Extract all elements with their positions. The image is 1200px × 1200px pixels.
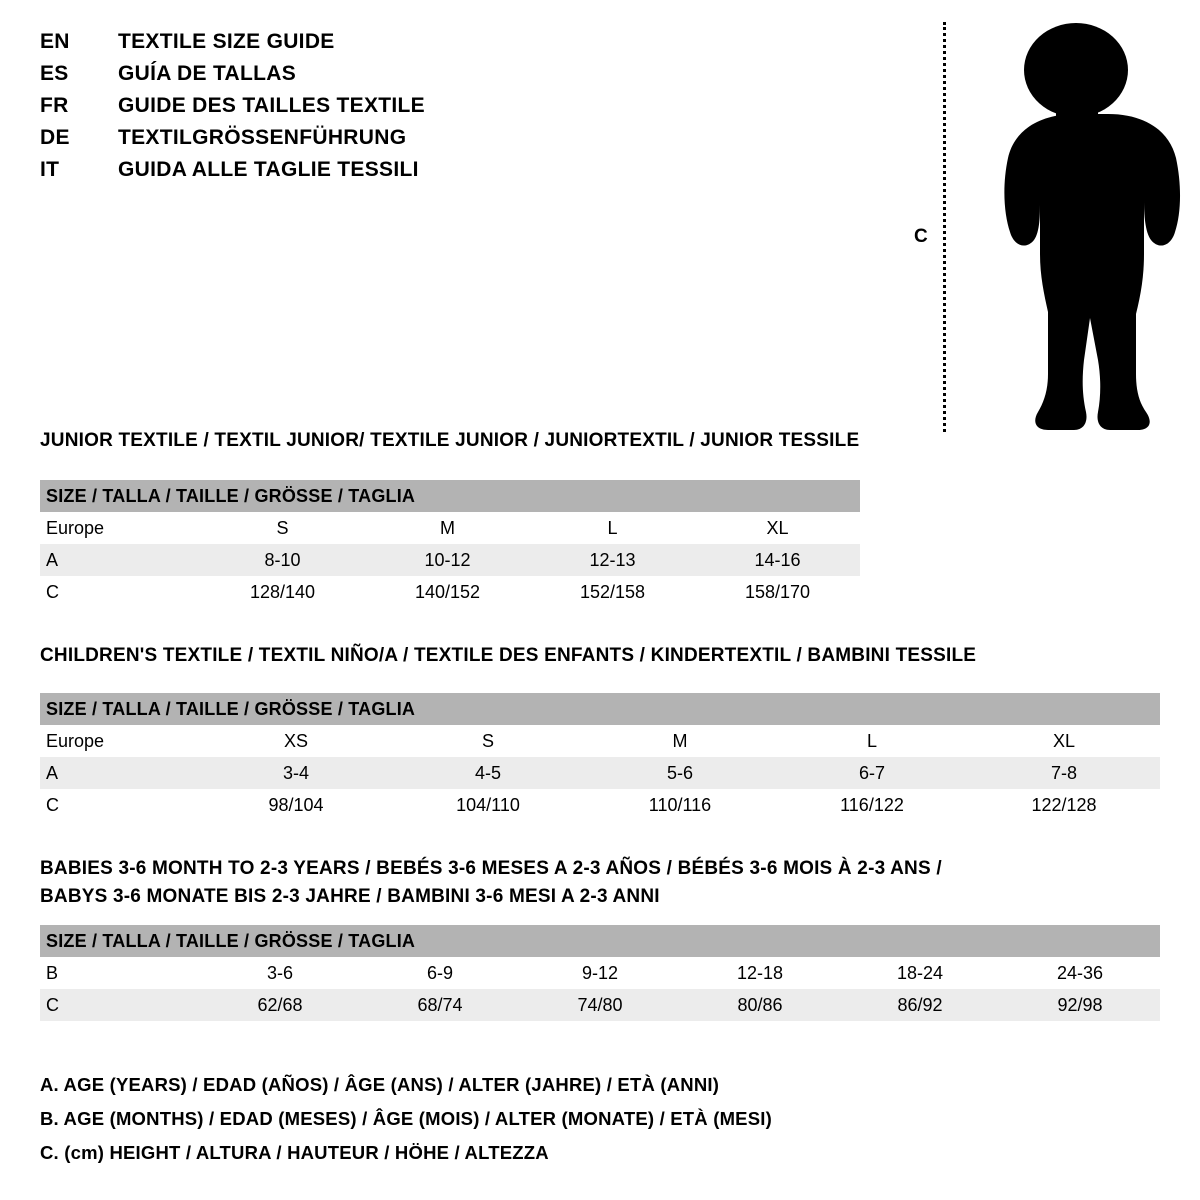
header-title-text: GUÍA DE TALLAS [118,62,297,85]
table-cell: XS [283,730,308,751]
table-cell: M [440,517,455,538]
row-label: Europe [46,730,105,751]
size-band-label: SIZE / TALLA / TAILLE / GRÖSSE / TAGLIA [40,693,1160,725]
table-cell: 3-6 [266,962,293,983]
header-title-text: TEXTILE SIZE GUIDE [118,30,335,53]
row-label: Europe [46,517,105,538]
table-cell: 7-8 [1051,762,1078,783]
table-cell: 140/152 [414,581,481,602]
table-row [40,576,860,608]
header-title-text: GUIDA ALLE TAGLIE TESSILI [118,158,419,181]
table-cell: 152/158 [579,581,646,602]
header-row [40,158,860,190]
table-cell: L [866,730,877,751]
legend-list [40,1068,772,1170]
table-cell: 24-36 [1057,962,1104,983]
table-cell: 3-4 [282,762,309,783]
height-measurement-figure [900,8,1190,428]
row-label: C [46,794,59,815]
section-title-junior: JUNIOR TEXTILE / TEXTIL JUNIOR/ TEXTILE JUNIOR / JUNIORTEXTIL / JUNIOR TESSILE [40,430,860,451]
header-row [40,30,860,62]
table-cell: 110/116 [648,794,712,815]
junior-size-table [40,480,860,608]
table-cell: 4-5 [474,762,501,783]
table-cell: XL [766,517,789,538]
table-band-row [40,925,1160,957]
header-lang-code: DE [40,126,70,149]
header-language-list [40,30,860,190]
table-cell: 86/92 [897,994,943,1015]
table-cell: M [672,730,688,751]
section-title-babies-line1: BABIES 3-6 MONTH TO 2-3 YEARS / BEBÉS 3-6 MESES A 2-3 AÑOS / BÉBÉS 3-6 MOIS À 2-3 ANS / [40,858,942,879]
table-cell: 5-6 [666,762,693,783]
toddler-silhouette-icon [948,18,1188,438]
children-size-table [40,693,1160,821]
table-cell: 74/80 [577,994,623,1015]
size-band-label: SIZE / TALLA / TAILLE / GRÖSSE / TAGLIA [40,480,860,512]
table-row [40,989,1160,1021]
table-cell: 6-7 [858,762,885,783]
table-cell: 128/140 [249,581,316,602]
header-lang-code: ES [40,62,69,85]
table-row [40,544,860,576]
table-cell: L [607,517,618,538]
row-label: B [46,962,59,983]
table-cell: 98/104 [268,794,324,815]
table-cell: 10-12 [424,549,471,570]
table-row [40,757,1160,789]
row-label: C [46,581,59,602]
table-cell: S [276,517,289,538]
table-cell: 104/110 [456,794,520,815]
table-cell: 8-10 [264,549,301,570]
height-dashed-line [943,22,946,432]
table-row [40,512,860,544]
header-title-text: GUIDE DES TAILLES TEXTILE [118,94,425,117]
table-cell: 92/98 [1057,994,1103,1015]
row-label: A [46,762,59,783]
legend-item-a: A. AGE (YEARS) / EDAD (AÑOS) / ÂGE (ANS) / ALTER (JAHRE) / ETÀ (ANNI) [40,1074,720,1095]
table-cell: 122/128 [1031,794,1097,815]
table-cell: 14-16 [754,549,801,570]
table-cell: 6-9 [426,962,453,983]
table-row [40,725,1160,757]
header-title-text: TEXTILGRÖSSENFÜHRUNG [118,126,407,149]
header-lang-code: IT [40,158,60,181]
table-cell: 158/170 [744,581,811,602]
table-row [40,789,1160,821]
table-cell: 80/86 [737,994,783,1015]
header-row [40,94,860,126]
table-row [40,957,1160,989]
header-row [40,126,860,158]
header-lang-code: FR [40,94,69,117]
figure-measure-label: C [914,226,928,247]
header-lang-code: EN [40,30,70,53]
size-band-label: SIZE / TALLA / TAILLE / GRÖSSE / TAGLIA [40,925,1160,957]
header-row [40,62,860,94]
table-cell: 12-18 [736,962,784,983]
table-cell: 62/68 [257,994,303,1015]
row-label: C [46,994,59,1015]
table-cell: 9-12 [581,962,619,983]
row-label: A [46,549,59,570]
legend-item-b: B. AGE (MONTHS) / EDAD (MESES) / ÂGE (MOIS) / ALTER (MONATE) / ETÀ (MESI) [40,1108,772,1129]
babies-size-table [40,925,1160,1021]
table-cell: 12-13 [589,549,636,570]
table-band-row [40,480,860,512]
table-cell: 116/122 [840,794,904,815]
table-cell: XL [1053,730,1076,751]
table-cell: S [481,730,494,751]
table-cell: 68/74 [417,994,463,1015]
table-band-row [40,693,1160,725]
section-title-babies-line2: BABYS 3-6 MONATE BIS 2-3 JAHRE / BAMBINI 3-6 MESI A 2-3 ANNI [40,886,660,907]
legend-item-c: C. (cm) HEIGHT / ALTURA / HAUTEUR / HÖHE / ALTEZZA [40,1142,549,1163]
table-cell: 18-24 [896,962,944,983]
section-title-children: CHILDREN'S TEXTILE / TEXTIL NIÑO/A / TEXTILE DES ENFANTS / KINDERTEXTIL / BAMBINI TESSILE [40,645,977,666]
